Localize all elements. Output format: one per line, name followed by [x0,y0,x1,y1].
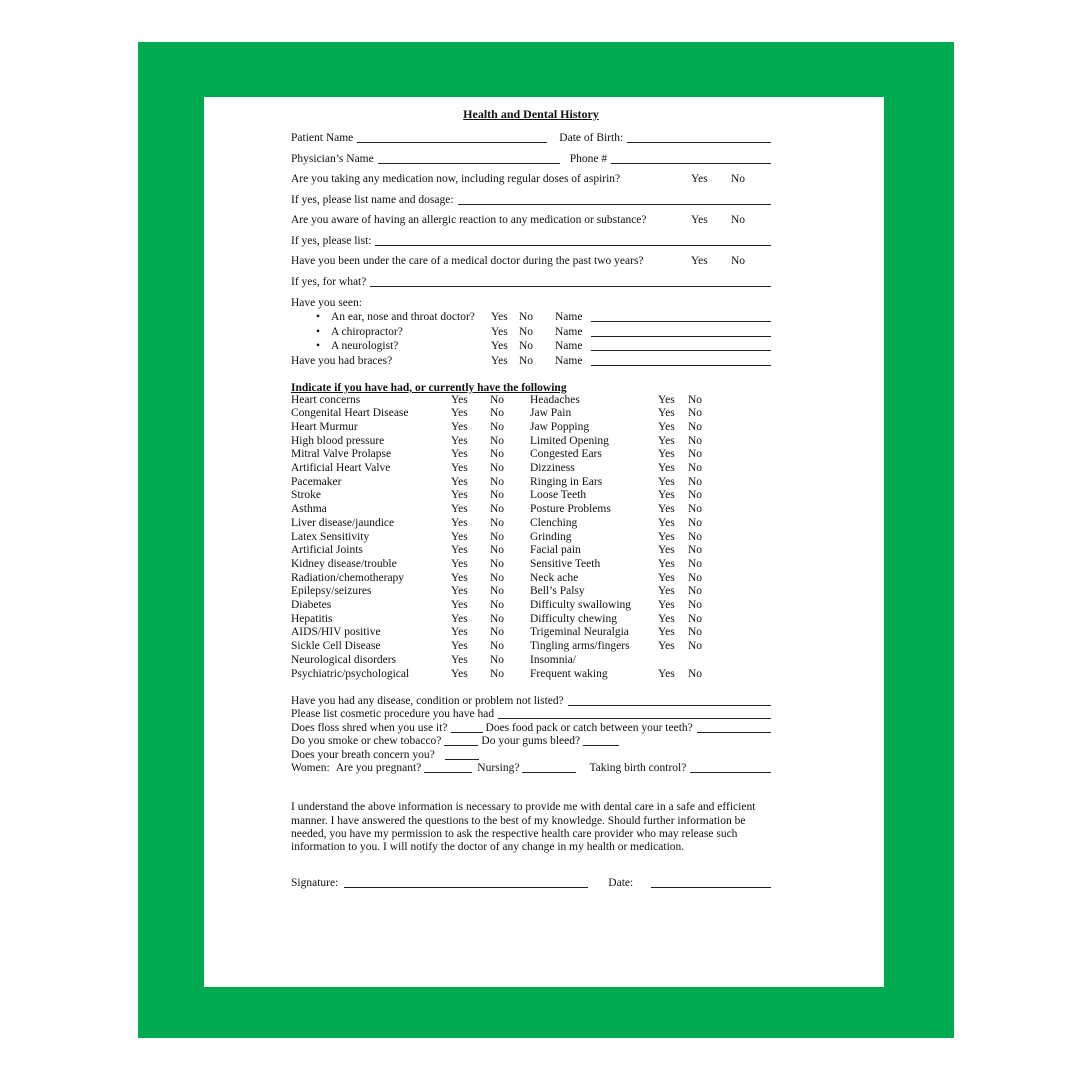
pregnant-field[interactable] [424,762,472,773]
seen-yes[interactable]: Yes [491,340,508,352]
condition-left-no[interactable]: No [490,407,505,420]
form-title: Health and Dental History [463,107,599,121]
condition-right-no[interactable]: No [688,475,703,488]
signature-field[interactable] [344,877,588,888]
condition-right-no[interactable]: No [688,557,703,570]
additional-questions [291,694,771,775]
bullet-icon: • [315,325,321,338]
cosmetic-row [291,708,771,722]
seen-label: A neurologist? [331,340,399,352]
condition-left-label: Sickle Cell Disease [291,640,381,653]
food-pack-label: Does food pack or catch between your teeth? [485,721,693,734]
doctor-question: Have you been under the care of a medical doctor during the past two years? [291,255,644,267]
bullet-icon: • [315,340,321,352]
condition-left-yes[interactable]: Yes [451,407,468,420]
condition-right-yes[interactable]: Yes [658,599,675,612]
doctor-followup-row [291,275,771,289]
condition-right-no[interactable]: No [688,503,703,516]
allergy-question: Are you aware of having an allergic reaction to any medication or substance? [291,214,647,226]
condition-left-no[interactable]: No [490,475,505,488]
condition-left-no[interactable]: No [490,626,505,639]
condition-left-label: Stroke [291,489,322,502]
phone-field[interactable] [611,153,771,164]
seen-name-field[interactable] [591,311,771,322]
condition-right-yes[interactable]: Yes [658,557,675,570]
condition-left-label: Radiation/chemotherapy [291,571,405,584]
green-frame [138,42,954,1038]
condition-right-label: Bell’s Palsy [530,585,585,598]
condition-right-no[interactable]: No [688,571,703,584]
condition-right-yes[interactable]: Yes [658,530,675,543]
condition-row [291,585,702,599]
condition-left-yes[interactable]: Yes [451,599,468,612]
condition-left-yes[interactable]: Yes [451,667,468,680]
seen-label: An ear, nose and throat doctor? [331,311,475,323]
condition-left-no[interactable]: No [490,599,505,612]
seen-item-ent [291,310,771,325]
condition-right-yes[interactable]: Yes [658,516,675,529]
condition-right-yes[interactable] [658,654,688,668]
condition-row [291,435,702,449]
condition-right-no[interactable]: No [688,448,703,461]
condition-left-yes[interactable]: Yes [451,544,468,557]
condition-left-label: Mitral Valve Prolapse [291,448,392,461]
condition-right-no[interactable] [688,654,702,668]
physician-row [291,152,771,166]
smoke-row [291,735,771,749]
condition-left-no[interactable]: No [490,530,505,543]
condition-right-yes[interactable]: Yes [658,612,675,625]
other-disease-field[interactable] [568,695,771,706]
signature-label: Signature: [291,877,339,890]
condition-right-label: Ringing in Ears [530,475,603,488]
other-disease-label: Have you had any disease, condition or problem not listed? [291,694,564,707]
medication-followup-label: If yes, please list name and dosage: [291,193,454,206]
physician-name-field[interactable] [378,153,560,164]
seen-name-field[interactable] [591,326,771,337]
condition-row [291,572,702,586]
condition-right-label: Limited Opening [530,434,609,447]
seen-name-label: Name [555,311,583,323]
condition-left-label: High blood pressure [291,434,385,447]
condition-left-no[interactable]: No [490,640,505,653]
physician-name-label: Physician’s Name [291,152,374,165]
medication-followup-field[interactable] [458,194,771,205]
condition-left-label: Asthma [291,503,327,516]
condition-right-label: Jaw Pain [530,407,572,420]
pregnant-label: Are you pregnant? [335,762,422,775]
women-row [291,762,771,776]
cosmetic-label: Please list cosmetic procedure you have had [291,708,495,721]
allergy-followup-field[interactable] [375,235,771,246]
condition-row [291,544,702,558]
date-field[interactable] [651,877,771,888]
floss-label: Does floss shred when you use it? [291,721,448,734]
condition-left-yes[interactable]: Yes [451,462,468,475]
patient-row [291,131,771,145]
condition-left-yes[interactable]: Yes [451,489,468,502]
condition-right-no[interactable]: No [688,434,703,447]
seen-section [291,295,771,368]
condition-left-no[interactable]: No [490,557,505,570]
condition-row [291,489,702,503]
phone-label: Phone # [569,152,608,165]
condition-left-yes[interactable]: Yes [451,530,468,543]
condition-left-label: Congenital Heart Disease [291,407,409,420]
bullet-icon: • [315,311,321,323]
condition-row [291,476,702,490]
condition-right-no[interactable]: No [688,599,703,612]
floss-row [291,721,771,735]
patient-name-field[interactable] [357,132,547,143]
breath-label: Does your breath concern you? [291,748,435,761]
condition-left-no[interactable]: No [490,462,505,475]
condition-left-label: Liver disease/jaundice [291,516,395,529]
condition-right-label: Jaw Popping [530,420,590,433]
condition-left-no[interactable]: No [490,612,505,625]
doctor-no[interactable]: No [731,255,746,267]
smoke-field[interactable] [444,735,478,746]
condition-right-label: Difficulty swallowing [530,599,632,612]
condition-row [291,503,702,517]
conditions-heading: Indicate if you have had, or currently have the following [291,381,567,394]
condition-right-yes[interactable]: Yes [658,448,675,461]
nursing-label: Nursing? [477,762,520,775]
condition-right-yes[interactable]: Yes [658,407,675,420]
condition-right-label: Dizziness [530,462,575,475]
condition-left-label: Latex Sensitivity [291,530,370,543]
condition-right-no[interactable]: No [688,640,703,653]
braces-label: Have you had braces? [291,354,393,367]
condition-row [291,407,702,421]
condition-left-no[interactable]: No [490,571,505,584]
condition-left-yes[interactable]: Yes [451,612,468,625]
condition-left-no[interactable]: No [490,434,505,447]
condition-row [291,668,702,682]
breath-field[interactable] [445,749,479,760]
condition-left-yes[interactable]: Yes [451,626,468,639]
condition-left-no[interactable]: No [490,420,505,433]
dob-field[interactable] [627,132,771,143]
allergy-yes[interactable]: Yes [691,214,708,226]
condition-left-no[interactable]: No [490,585,505,598]
doctor-row [291,254,771,268]
condition-left-yes[interactable]: Yes [451,434,468,447]
seen-name-label: Name [555,325,583,338]
gums-label: Do your gums bleed? [481,735,581,748]
breath-row [291,748,771,762]
seen-item-chiropractor [291,324,771,339]
birth-control-label: Taking birth control? [589,762,687,775]
condition-left-no[interactable]: No [490,393,505,406]
condition-left-yes[interactable]: Yes [451,640,468,653]
condition-left-label: Hepatitis [291,612,333,625]
condition-left-no[interactable]: No [490,503,505,516]
other-disease-row [291,694,771,708]
seen-name-field[interactable] [591,340,771,351]
condition-right-yes[interactable]: Yes [658,503,675,516]
date-label: Date: [608,877,634,890]
medication-question: Are you taking any medication now, including regular doses of aspirin? [291,173,621,185]
condition-left-no[interactable]: No [490,489,505,502]
condition-right-label: Difficulty chewing [530,612,617,625]
seen-no[interactable]: No [519,325,534,338]
condition-right-yes[interactable]: Yes [658,489,675,502]
condition-right-no[interactable]: No [688,585,703,598]
condition-left-yes[interactable]: Yes [451,393,468,406]
condition-right-yes[interactable]: Yes [658,626,675,639]
condition-left-label: Kidney disease/trouble [291,557,397,570]
seen-no[interactable]: No [519,311,534,323]
nursing-field[interactable] [522,762,576,773]
condition-row [291,517,702,531]
condition-left-label: Psychiatric/psychological [291,667,410,680]
condition-row [291,448,702,462]
form-content [291,107,771,890]
condition-left-yes[interactable]: Yes [451,653,468,666]
condition-right-no[interactable]: No [688,489,703,502]
seen-label: A chiropractor? [331,325,403,338]
condition-right-label: Loose Teeth [530,489,587,502]
condition-right-yes[interactable]: Yes [658,640,675,653]
allergy-no[interactable]: No [731,214,746,226]
condition-row [291,531,702,545]
braces-row [291,353,771,368]
condition-left-label: Artificial Heart Valve [291,462,391,475]
condition-row [291,421,702,435]
condition-right-no[interactable]: No [688,393,703,406]
condition-right-yes[interactable]: Yes [658,462,675,475]
condition-left-yes[interactable]: Yes [451,475,468,488]
condition-row [291,626,702,640]
condition-right-no[interactable]: No [688,516,703,529]
allergy-row [291,213,771,227]
form-paper [204,97,884,987]
seen-no[interactable]: No [519,340,534,352]
seen-yes[interactable]: Yes [491,325,508,338]
doctor-followup-label: If yes, for what? [291,275,367,288]
condition-right-label: Headaches [530,393,580,406]
condition-right-no[interactable]: No [688,420,703,433]
condition-right-label: Facial pain [530,544,581,557]
condition-row [291,613,702,627]
condition-left-label: Neurological disorders [291,653,397,666]
condition-right-no[interactable]: No [688,544,703,557]
condition-right-no[interactable]: No [688,462,703,475]
signature-row [291,876,771,890]
condition-row [291,394,702,408]
condition-left-yes[interactable]: Yes [451,585,468,598]
women-label: Women: [291,762,330,775]
condition-left-yes[interactable]: Yes [451,503,468,516]
condition-right-label: Grinding [530,530,572,543]
floss-field[interactable] [451,722,483,733]
conditions-table [291,394,702,682]
braces-name-field[interactable] [591,355,771,366]
patient-name-label: Patient Name [291,132,354,144]
condition-left-no[interactable]: No [490,448,505,461]
condition-left-label: AIDS/HIV positive [291,626,381,639]
medication-followup-row [291,193,771,207]
seen-item-neurologist [291,339,771,354]
condition-left-label: Artificial Joints [291,544,363,557]
condition-right-yes[interactable]: Yes [658,544,675,557]
braces-name-label: Name [555,354,583,367]
allergy-followup-row [291,234,771,248]
doctor-followup-field[interactable] [370,276,771,287]
condition-right-label: Neck ache [530,571,579,584]
condition-left-label: Heart Murmur [291,420,358,433]
condition-left-yes[interactable]: Yes [451,516,468,529]
condition-right-yes[interactable]: Yes [658,667,675,680]
condition-right-no[interactable]: No [688,530,703,543]
condition-left-label: Epilepsy/seizures [291,585,372,598]
condition-left-label: Pacemaker [291,475,342,488]
seen-heading: Have you seen: [291,296,362,309]
condition-right-label: Posture Problems [530,503,611,516]
allergy-followup-label: If yes, please list: [291,234,372,247]
dob-label: Date of Birth: [559,132,624,144]
consent-statement: I understand the above information is necessary to provide me with dental care in a safe and efficient manner. I have answered the questions to the best of my knowledge. Should further information be needed, you have my permission to ask the respective health care provider who may release such information to you. I will notify the doctor of any change in my health or medication. [291,801,756,854]
smoke-label: Do you smoke or chew tobacco? [291,735,442,748]
condition-right-no[interactable]: No [688,407,703,420]
condition-left-label: Heart concerns [291,393,361,406]
birth-control-field[interactable] [690,762,771,773]
condition-right-label: Sensitive Teeth [530,557,601,570]
gums-field[interactable] [583,735,619,746]
condition-right-label: Congested Ears [530,448,602,461]
condition-left-label: Diabetes [291,599,332,612]
condition-left-no[interactable]: No [490,667,505,680]
condition-right-no[interactable]: No [688,612,703,625]
condition-right-yes[interactable]: Yes [658,585,675,598]
condition-right-yes[interactable]: Yes [658,434,675,447]
cosmetic-field[interactable] [498,708,771,719]
braces-no[interactable]: No [519,354,534,367]
condition-left-yes[interactable]: Yes [451,420,468,433]
condition-right-label: Clenching [530,516,578,529]
condition-row [291,654,702,668]
condition-right-label: Frequent waking [530,667,608,680]
seen-name-label: Name [555,340,583,352]
condition-row [291,640,702,654]
condition-right-yes[interactable]: Yes [658,420,675,433]
condition-right-yes[interactable]: Yes [658,571,675,584]
condition-row [291,599,702,613]
condition-right-label: Tingling arms/fingers [530,640,630,653]
condition-left-yes[interactable]: Yes [451,448,468,461]
condition-right-no[interactable]: No [688,667,703,680]
medication-row [291,172,771,186]
medication-no[interactable]: No [731,173,746,185]
condition-left-no[interactable]: No [490,653,505,666]
condition-left-yes[interactable]: Yes [451,557,468,570]
medication-yes[interactable]: Yes [691,173,708,185]
condition-left-no[interactable]: No [490,516,505,529]
condition-row [291,558,702,572]
condition-right-yes[interactable]: Yes [658,393,675,406]
condition-row [291,462,702,476]
food-pack-field[interactable] [697,722,771,733]
seen-yes[interactable]: Yes [491,311,508,323]
condition-right-no[interactable]: No [688,626,703,639]
condition-left-no[interactable]: No [490,544,505,557]
doctor-yes[interactable]: Yes [691,255,708,267]
condition-left-yes[interactable]: Yes [451,571,468,584]
braces-yes[interactable]: Yes [491,354,508,367]
condition-right-yes[interactable]: Yes [658,475,675,488]
condition-right-label: Insomnia/ [530,653,576,666]
condition-right-label: Trigeminal Neuralgia [530,626,629,639]
